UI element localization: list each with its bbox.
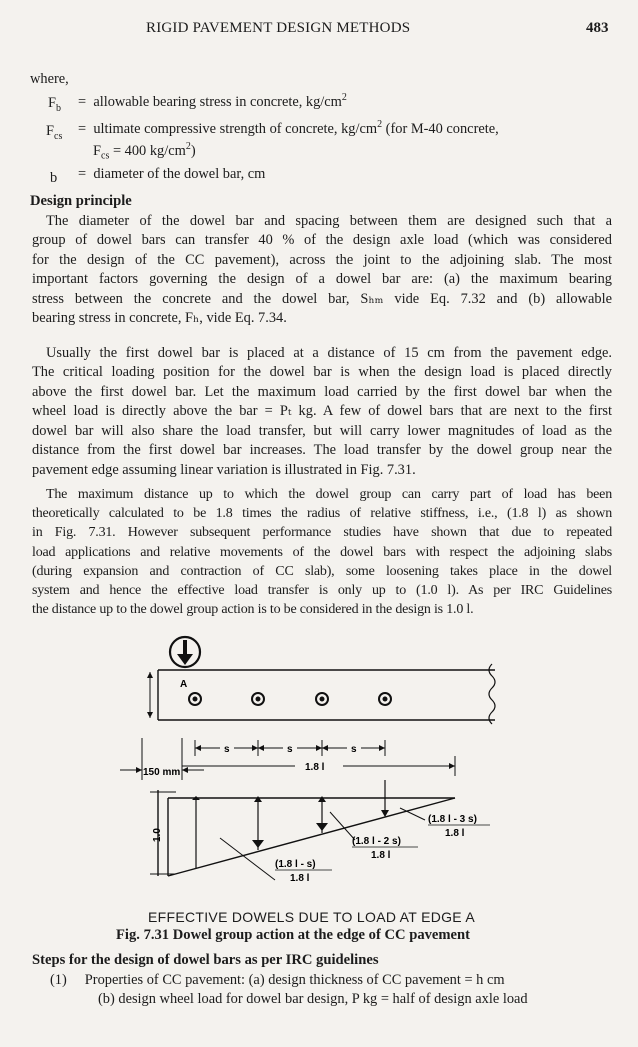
wheel-load-icon	[170, 637, 200, 667]
spacing-label: s	[287, 744, 293, 755]
fcs-value-line: $F_{cs} = 400$ $kg/cm^2$)	[93, 141, 196, 162]
section-heading-design-principle: Design principle	[30, 193, 132, 209]
dimension-150mm: 150 mm	[143, 767, 181, 778]
figure-dowel-group-action	[100, 630, 540, 900]
step-number: (1)	[50, 972, 67, 988]
dimension-1-8l: 1.8 l	[305, 762, 325, 773]
running-header	[0, 20, 638, 40]
ratio-label-1-numerator: (1.8 l - s)	[275, 859, 316, 870]
def-text-fb: = allowable bearing stress in concrete, $kg/cm^2$	[78, 92, 347, 110]
paragraph-first-dowel	[32, 344, 612, 480]
text-line: load applications and relative movements of the dowel bars with respect the adjoining slabs	[32, 544, 612, 560]
text-line: above the first dowel bar. Let the maximum load carried by the first dowel bar when the	[32, 383, 612, 400]
label-a: A	[180, 679, 188, 690]
def-text-fcs: = ultimate compressive strength of concrete, $kg/cm^2$ (for M-40 concrete,	[78, 119, 499, 137]
step-1-line-2: (b) design wheel load for dowel bar design, P kg = half of design axle load	[98, 991, 528, 1007]
text-line: for the design of the CC pavement), across the joint to the adjoining slab. The most	[32, 251, 612, 268]
spacing-label: s	[224, 744, 230, 755]
step-1-line-1	[50, 972, 505, 989]
dowel-bars	[189, 693, 391, 705]
dowel-bar	[379, 693, 391, 705]
figure-caption: Fig. 7.31 Dowel group action at the edge of CC pavement	[116, 927, 470, 943]
ratio-label-3-denominator: 1.8 l	[445, 828, 465, 839]
header-title: RIGID PAVEMENT DESIGN METHODS	[146, 20, 411, 36]
text-line: stress between the concrete and the dowel bar, Sₕₘ vide Eq. 7.32 and (b) allowable	[32, 290, 612, 307]
text-line: distance from the first dowel bar increases. The load transfer by the dowel group near the	[32, 442, 612, 459]
dowel-bar	[189, 693, 201, 705]
text-line: theoretically calculated to be 1.8 times the radius of relative stiffness, i.e., (1.8 l) as shown	[32, 506, 612, 522]
spacing-label: s	[351, 744, 357, 755]
ratio-label-2-numerator: (1.8 l - 2 s)	[352, 836, 401, 847]
ratio-label-2-denominator: 1.8 l	[371, 850, 391, 861]
section-heading-steps: Steps for the design of dowel bars as per IRC guidelines	[32, 952, 379, 968]
text-line: system and hence the effective load transfer is only up to (1.0 l). As per IRC Guidelines	[32, 583, 612, 599]
text-line: Usually the first dowel bar is placed at a distance of 15 cm from the pavement edge.	[46, 345, 612, 361]
def-text-b: = diameter of the dowel bar, cm	[78, 166, 266, 182]
text-line: the distance up to the dowel group action is to be considered in the design is 1.0 l.	[32, 602, 474, 618]
text-line: pavement edge assuming linear variation is illustrated in Fig. 7.31.	[32, 461, 416, 478]
dowel-bar	[316, 693, 328, 705]
text-line: The maximum distance up to which the dowel group can carry part of load has been	[46, 487, 612, 502]
text-line: group of dowel bars can transfer 40 % of the design axle load (which was considered	[32, 232, 612, 249]
text-line: wheel load is directly above the bar = Pₜ kg. A few of dowel bars that are next to the first	[32, 403, 612, 420]
def-symbol-fcs: $F_{cs}$	[46, 123, 63, 142]
where-label: where,	[30, 71, 69, 87]
text-line: dowel bar will also share the load transfer, but will carry lower magnitudes of load as the	[32, 422, 612, 439]
def-symbol-b: b	[50, 170, 58, 186]
figure-subcaption: EFFECTIVE DOWELS DUE TO LOAD AT EDGE A	[148, 909, 475, 925]
text-line: bearing stress in concrete, Fₕ, vide Eq. 7.34.	[32, 310, 287, 327]
def-symbol-fb: $F_b$	[48, 95, 62, 114]
ratio-label-3-numerator: (1.8 l - 3 s)	[428, 814, 477, 825]
step-text: Properties of CC pavement: (a) design thickness of CC pavement = h cm	[84, 972, 505, 988]
page-number: 483	[586, 20, 609, 36]
text-line: The critical loading position for the dowel bar is when the design load is placed directly	[32, 364, 612, 381]
spacing-dimensions	[195, 740, 385, 756]
ratio-label-1-denominator: 1.8 l	[290, 873, 310, 884]
dimension-1-0: 1.0	[152, 828, 163, 842]
text-line: in Fig. 7.31. However subsequent performance studies have shown that due to repeated	[32, 525, 612, 541]
dowel-bar	[252, 693, 264, 705]
text-line: The diameter of the dowel bar and spacing between them are designed such that a	[46, 213, 612, 229]
text-line: (during expansion and contraction of CC slab), some loosening takes place in the dowel	[32, 563, 612, 579]
paragraph-design-principle	[32, 212, 612, 329]
paragraph-dowel-group	[32, 485, 612, 619]
text-line: important factors governing the design of a dowel bar are: (a) the maximum bearing	[32, 271, 612, 288]
